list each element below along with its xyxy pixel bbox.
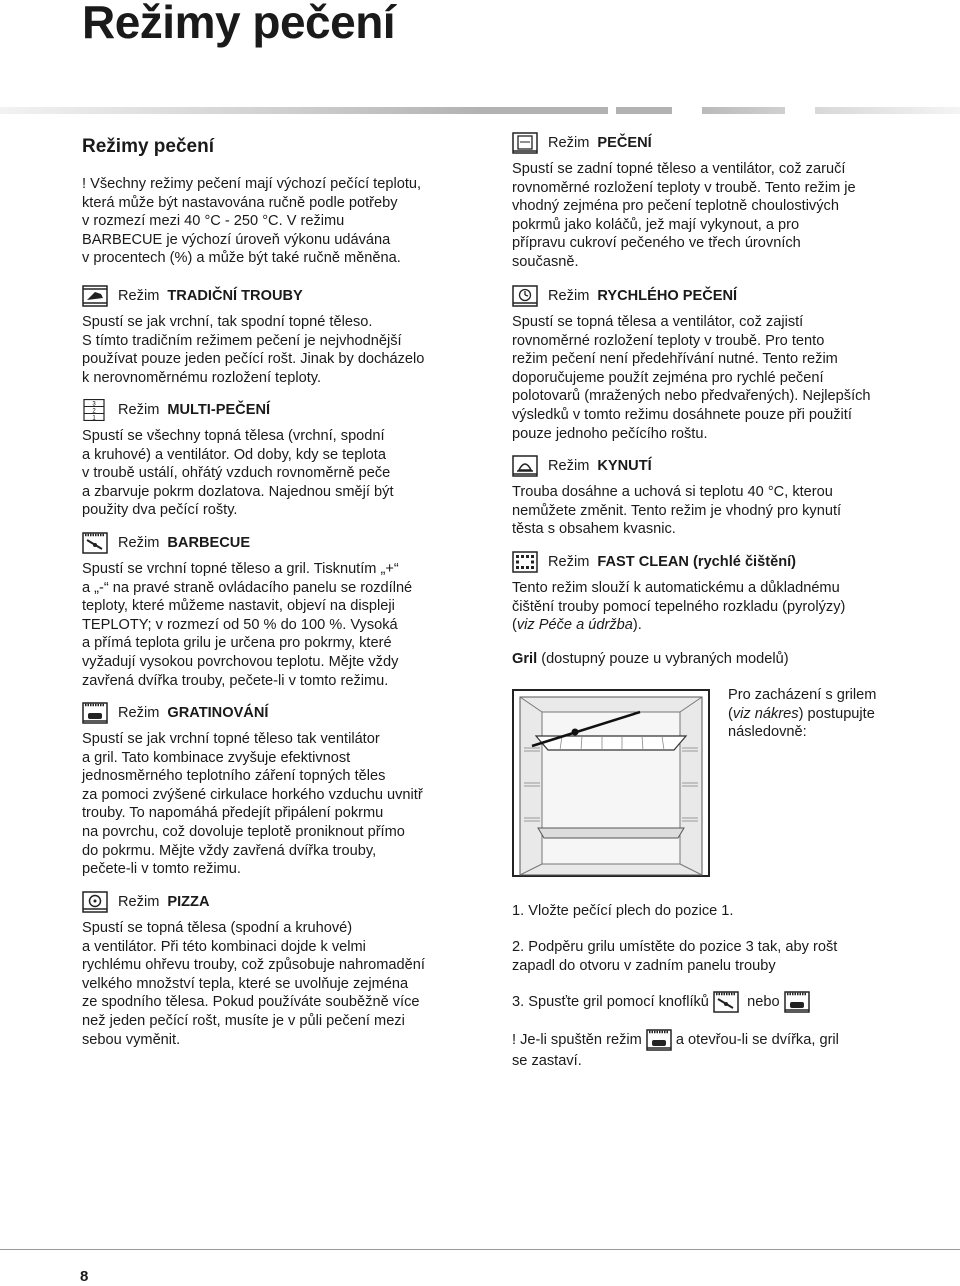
mode-line: rovnoměrné rozložení teploty v troubě. Tento režim je: [512, 179, 856, 196]
mode-baking: [512, 132, 932, 272]
mode-line: rovnoměrné rozložení teploty v troubě. Pro tento: [512, 332, 825, 349]
mode-line: Spustí se topná tělesa (spodní a kruhové): [82, 920, 353, 936]
mode-line: Trouba dosáhne a uchová si teplotu 40 °C, kterou: [512, 484, 833, 500]
pizza-icon: [82, 891, 108, 913]
grill-step-3: 3. Spusťte gril pomocí knoflíků nebo: [512, 990, 932, 1014]
fast-clean-icon: [512, 551, 538, 573]
mode-multi: [82, 399, 502, 520]
mode-line: rychlému ohřevu trouby, což způsobuje nahromadění: [82, 957, 425, 974]
intro-line: v rozmezí mezi 40 °C - 250 °C. V režimu: [82, 213, 345, 230]
baking-icon: [512, 132, 538, 154]
mode-gratin: [82, 702, 502, 879]
mode-line: a „-“ na pravé straně ovládacího panelu se rozdílné: [82, 579, 413, 596]
mode-line: Spustí se jak vrchní topné těleso tak ventilátor: [82, 731, 380, 747]
reference-link: viz Péče a údržba: [516, 617, 633, 634]
mode-line: a ventilátor. Při této kombinaci dojde k velmi: [82, 938, 366, 955]
mode-reference: (viz Péče a údržba).: [512, 617, 642, 634]
grill-diagram: [512, 688, 710, 878]
mode-line: v troubě ustálí, ohřátý vzduch rovnoměrně peče: [82, 465, 391, 482]
mode-line: na povrchu, což dovoluje teplotě proniknout přímo: [82, 823, 405, 840]
mode-name: FAST CLEAN (rychlé čištění): [597, 554, 797, 570]
svg-text:1: 1: [92, 415, 96, 421]
gratin-icon: [82, 702, 108, 724]
mode-line: a zbarvuje pokrm dozlatova. Najednou smějí být: [82, 483, 394, 500]
mode-heading: [82, 399, 502, 421]
intro-line: ! Všechny režimy pečení mají výchozí pečící teplotu,: [82, 176, 422, 192]
page-title: Režimy pečení: [82, 0, 396, 48]
gratin-icon: [784, 991, 810, 1013]
mode-line: použity dva pečící rošty.: [82, 502, 238, 519]
mode-prefix: Režim: [118, 894, 160, 910]
traditional-oven-icon: [82, 285, 108, 307]
mode-line: Spustí se zadní topné těleso a ventilátor, což zaručí: [512, 161, 846, 177]
mode-heading: [512, 132, 932, 154]
mode-prefix: Režim: [548, 554, 590, 570]
mode-heading: [512, 455, 932, 477]
mode-fast-cooking: [512, 285, 932, 443]
mode-line: TEPLOTY; v rozmezí od 50 % do 100 %. Vysoká: [82, 616, 398, 633]
mode-line: výsledků v tomto režimu dosáhnete pouze při použití: [512, 406, 852, 423]
mode-line: za pomoci zvýšené cirkulace horkého vzduchu uvnitř: [82, 786, 423, 803]
fast-cooking-icon: [512, 285, 538, 307]
grill-step-1: 1. Vložte pečící plech do pozice 1.: [512, 903, 734, 919]
mode-line: do pokrmu. Mějte vždy zavřená dvířka trouby,: [82, 842, 377, 859]
mode-line: a gril. Tato kombinace zvyšuje efektivnost: [82, 749, 351, 766]
grill-heading: [512, 650, 932, 669]
mode-name: TRADIČNÍ TROUBY: [167, 288, 303, 304]
intro-line: která může být nastavována ručně podle potřeby: [82, 194, 398, 211]
side-line: (viz nákres) postupujte: [728, 705, 875, 722]
mode-name: PEČENÍ: [597, 135, 652, 151]
mode-line: pouze jednoho pečícího roštu.: [512, 425, 708, 442]
mode-prefix: Režim: [548, 135, 590, 151]
mode-line: přípravu cukroví pečeného ve třech úrovních: [512, 235, 801, 252]
mode-line: teploty, které můžeme nastavit, objeví na displeji: [82, 598, 395, 615]
mode-line: než jeden pečící rošt, musíte je v půli pečení mezi: [82, 1012, 405, 1029]
gratin-icon: [646, 1029, 672, 1051]
grill-side-text: [728, 686, 928, 742]
mode-line: čištění trouby pomocí tepelného rozkladu (pyrolýzy): [512, 598, 846, 615]
header-divider: [0, 107, 960, 114]
section-heading: Režimy pečení: [82, 136, 214, 157]
mode-proving: [512, 455, 932, 539]
intro-note: [82, 175, 492, 268]
page-number: 8: [80, 1268, 89, 1285]
mode-name: MULTI-PEČENÍ: [167, 402, 271, 418]
mode-heading: [82, 702, 502, 724]
mode-prefix: Režim: [548, 458, 590, 474]
mode-line: jednosměrného teplotního záření topných těles: [82, 768, 386, 785]
mode-prefix: Režim: [118, 535, 160, 551]
mode-pizza: [82, 891, 502, 1049]
mode-line: těsta s obsahem kvasnic.: [512, 521, 676, 538]
intro-line: v procentech (%) a může být také ručně měněna.: [82, 250, 401, 267]
side-line: Pro zacházení s grilem: [728, 687, 877, 703]
mode-line: S tímto tradičním režimem pečení je nejvhodnější: [82, 332, 402, 349]
mode-line: a kruhové) a ventilátor. Od doby, kdy se teplota: [82, 446, 386, 463]
mode-line: současně.: [512, 253, 579, 270]
mode-name: RYCHLÉHO PEČENÍ: [597, 288, 738, 304]
mode-line: používat pouze jeden pečící rošt. Jinak by docházelo: [82, 351, 425, 368]
mode-line: doporučujeme použít zejména pro rychlé pečení: [512, 369, 824, 386]
mode-prefix: Režim: [118, 705, 160, 721]
svg-text:3: 3: [92, 401, 96, 408]
grill-note: ! Je-li spuštěn režim a otevřou-li se dvířka, gril se zastaví.: [512, 1028, 932, 1071]
mode-line: k nerovnoměrnému rozložení teploty.: [82, 369, 322, 386]
mode-traditional: [82, 285, 502, 387]
mode-heading: [512, 551, 932, 573]
mode-name: BARBECUE: [167, 535, 251, 551]
side-line: následovně:: [728, 724, 807, 741]
mode-line: pečete-li v tomto režimu.: [82, 861, 241, 878]
mode-heading: [512, 285, 932, 307]
grill-title: Gril: [512, 651, 538, 667]
mode-line: zavřená dvířka trouby, pečete-li v tomto režimu.: [82, 672, 389, 689]
mode-line: a přímá teplota grilu je určena pro pokrmy, které: [82, 635, 392, 652]
mode-line: trouby. To napomáhá předejít připálení pokrmu: [82, 805, 384, 822]
mode-heading: [82, 532, 502, 554]
mode-line: Tento režim slouží k automatickému a důkladnému: [512, 580, 840, 596]
mode-line: Spustí se jak vrchní, tak spodní topné těleso.: [82, 314, 373, 330]
mode-fast-clean: [512, 551, 932, 635]
mode-line: vhodný zejména pro pečení teplotně choulostivých: [512, 198, 839, 215]
mode-line: velkého množství tepla, které se uvolňuje zejména: [82, 975, 409, 992]
mode-heading: [82, 285, 502, 307]
multi-cooking-icon: [82, 399, 108, 421]
svg-text:2: 2: [92, 408, 96, 415]
barbecue-icon: [713, 991, 739, 1013]
mode-line: sebou vyměnit.: [82, 1031, 181, 1048]
mode-line: vyžadují vysokou povrchovou teplotu. Mějte vždy: [82, 653, 399, 670]
mode-line: Spustí se všechny topná tělesa (vrchní, spodní: [82, 428, 385, 444]
mode-prefix: Režim: [548, 288, 590, 304]
grill-step-2: 2. Podpěru grilu umístěte do pozice 3 tak, aby rošt zapadl do otvoru v zadním panelu trouby: [512, 939, 838, 974]
mode-line: ze spodního tělesa. Pokud používáte souběžně více: [82, 994, 420, 1011]
mode-line: nemůžete změnit. Tento režim je vhodný pro kynutí: [512, 502, 842, 519]
barbecue-icon: [82, 532, 108, 554]
mode-line: Spustí se topná tělesa a ventilátor, což zajistí: [512, 314, 804, 330]
footer-divider: [0, 1249, 960, 1250]
mode-heading: [82, 891, 502, 913]
intro-line: BARBECUE je výchozí úroveň výkonu udávána: [82, 231, 391, 248]
mode-name: KYNUTÍ: [597, 458, 652, 474]
mode-name: PIZZA: [167, 894, 210, 910]
mode-line: režim pečení není předehřívání nutné. Tento režim: [512, 351, 838, 368]
mode-line: Spustí se vrchní topné těleso a gril. Tisknutím „+“: [82, 561, 399, 577]
mode-line: polotovarů (mražených nebo předvařených). Nejlepších: [512, 388, 871, 405]
mode-barbecue: [82, 532, 502, 690]
mode-name: GRATINOVÁNÍ: [167, 705, 269, 721]
mode-line: pokrmů jako koláčů, jež mají vykynout, a pro: [512, 216, 800, 233]
proving-icon: [512, 455, 538, 477]
mode-prefix: Režim: [118, 288, 160, 304]
grill-subtitle: (dostupný pouze u vybraných modelů): [541, 651, 789, 667]
mode-prefix: Režim: [118, 402, 160, 418]
